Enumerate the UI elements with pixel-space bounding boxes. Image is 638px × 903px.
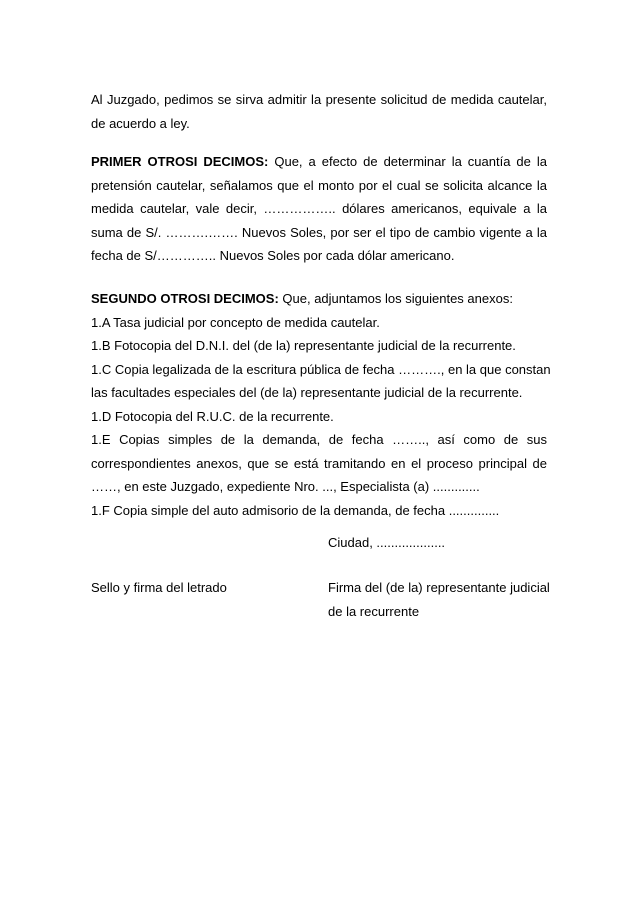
annex-item: 1.C Copia legalizada de la escritura pública de fecha ………., en la que constan [91,361,551,377]
annex-item: las facultades especiales del (de la) representante judicial de la recurrente. [91,385,523,400]
annex-item: 1.D Fotocopia del R.U.C. de la recurrente. [91,408,334,424]
representative-signature-line-2: de la recurrente [328,603,420,619]
primer-line-3: medida cautelar, vale decir, …………….. dólares americanos, equivale a la [91,201,547,216]
segundo-otrosi-paragraph [91,287,551,522]
annex-item: 1.B Fotocopia del D.N.I. del (de la) representante judicial de la recurrente. [91,338,516,353]
primer-otrosi-heading: PRIMER OTROSI DECIMOS: [91,154,269,169]
intro-line-1: Al Juzgado, pedimos se sirva admitir la presente solicitud de medida cautelar, [91,92,547,107]
annex-item: correspondientes anexos, que se está tramitando en el proceso principal de [91,455,547,471]
intro-line-2: de acuerdo a ley. [91,115,190,131]
annex-item: 1.F Copia simple del auto admisorio de la demanda, de fecha .............. [91,502,500,518]
ciudad-line: Ciudad, ................... [328,535,446,550]
annex-item: 1.E Copias simples de la demanda, de fecha …….., así como de sus [91,432,547,447]
segundo-heading-text: Que, adjuntamos los siguientes anexos: [278,291,513,306]
segundo-heading-line [91,287,547,311]
representative-signature-block [328,576,550,623]
primer-line-1-text: Que, a efecto de determinar la cuantía de la [268,154,547,169]
primer-line-1 [91,150,547,174]
segundo-otrosi-heading: SEGUNDO OTROSI DECIMOS: [91,291,279,306]
intro-paragraph [91,88,547,135]
primer-otrosi-paragraph [91,150,547,268]
annex-item: ……, en este Juzgado, expediente Nro. ..., Especialista (a) ............. [91,479,480,494]
lawyer-signature-label: Sello y firma del letrado [91,580,227,595]
primer-line-4: suma de S/. ……….……. Nuevos Soles, por ser el tipo de cambio vigente a la [91,224,547,240]
primer-line-2: pretensión cautelar, señalamos que el monto por el cual se solicita alcance la [91,177,547,193]
annex-item: 1.A Tasa judicial por concepto de medida cautelar. [91,314,380,330]
primer-line-5: fecha de S/………….. Nuevos Soles por cada dólar americano. [91,248,455,263]
representative-signature-line-1: Firma del (de la) representante judicial [328,580,550,595]
